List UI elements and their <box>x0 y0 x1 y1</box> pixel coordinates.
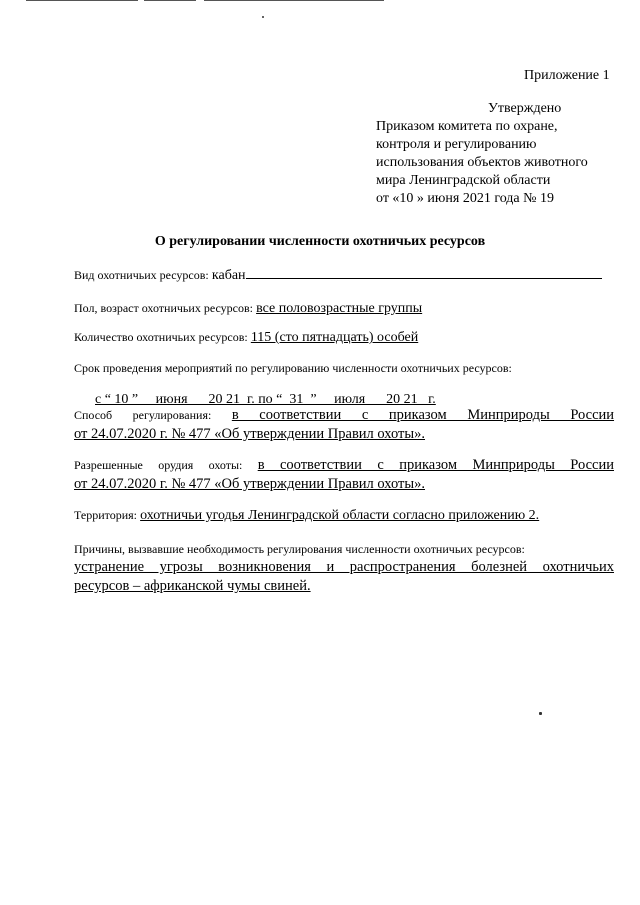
field-label: Срок проведения мероприятий по регулированию численности охотничьих ресурсов: <box>74 361 512 375</box>
annex-label: Приложение 1 <box>524 68 610 83</box>
field-value: все половозрастные группы <box>256 301 423 316</box>
field-line <box>74 406 614 425</box>
field-label: орудия <box>158 458 194 472</box>
scan-artifact-line <box>204 0 384 1</box>
field-label: Количество охотничьих ресурсов: <box>74 330 248 344</box>
approval-heading: Утверждено <box>488 101 562 116</box>
field-value: ресурсов – африканской чумы свиней. <box>74 578 311 594</box>
underline-fill <box>246 266 602 279</box>
field-reasons <box>74 542 614 596</box>
scan-speck <box>539 712 542 715</box>
approval-block <box>376 100 616 208</box>
approval-line: мира Ленинградской области <box>376 173 551 188</box>
field-sex-age <box>74 301 614 317</box>
field-label: Территория: <box>74 508 137 522</box>
field-value: устранение угрозы возникновения и распространения болезней охотничьих <box>74 559 614 575</box>
field-value: охотничьи угодья Ленинградской области согласно приложению 2. <box>140 508 540 523</box>
approval-line: Приказом комитета по охране, <box>376 119 558 134</box>
field-value: от 24.07.2020 г. № 477 «Об утверждении Правил охоты». <box>74 476 426 492</box>
field-line <box>74 456 614 475</box>
scan-artifact-line <box>144 0 196 1</box>
field-label: регулирования: <box>132 408 212 422</box>
field-label: Вид охотничьих ресурсов: <box>74 268 209 282</box>
field-value: от 24.07.2020 г. № 477 «Об утверждении Правил охоты». <box>74 426 426 442</box>
period-value: с “ 10 ” июня 20 21 г. по “ 31 ” июля 20 21 г. <box>95 392 436 407</box>
field-territory <box>74 508 614 524</box>
field-quantity <box>74 330 614 346</box>
field-label: Разрешенные <box>74 458 143 472</box>
field-label: Способ <box>74 408 113 422</box>
approval-line: контроля и регулированию <box>376 137 537 152</box>
field-value: 115 (сто пятнадцать) особей <box>250 330 419 345</box>
field-method <box>74 406 614 444</box>
field-label: Причины, вызвавшие необходимость регулирования численности охотничьих ресурсов: <box>74 542 525 556</box>
field-species <box>74 266 614 284</box>
scan-speck <box>262 16 264 18</box>
approval-line: использования объектов животного <box>376 155 588 170</box>
field-label: охоты: <box>208 458 243 472</box>
document-title: О регулировании численности охотничьих ресурсов <box>154 234 486 249</box>
scan-artifact-line <box>26 0 138 1</box>
field-tools <box>74 456 614 494</box>
field-value: кабан <box>211 268 246 283</box>
field-value: в соответствии с приказом Минприроды России <box>231 407 615 423</box>
field-value: в соответствии с приказом Минприроды России <box>257 457 614 473</box>
field-label: Пол, возраст охотничьих ресурсов: <box>74 301 253 315</box>
approval-date-line: от «10 » июня 2021 года № 19 <box>376 191 555 206</box>
